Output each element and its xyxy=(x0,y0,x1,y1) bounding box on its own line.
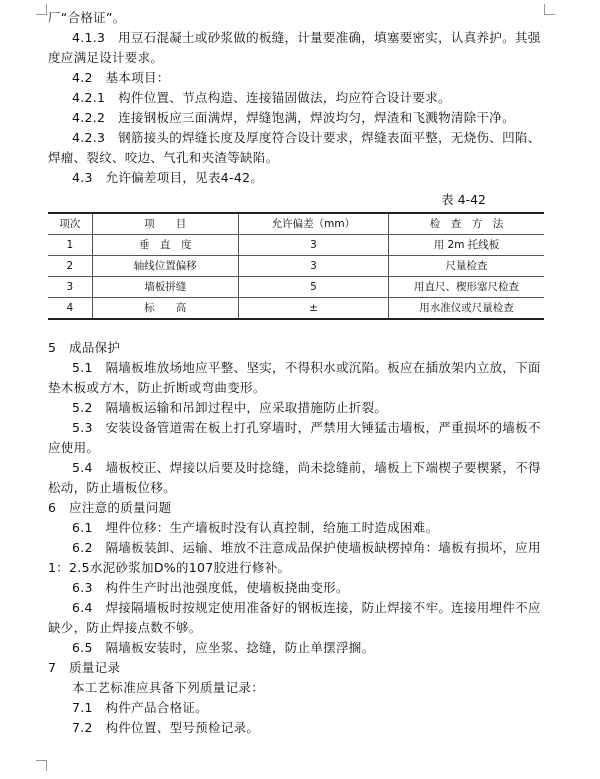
paragraph: 5.4 墙板校正、焊接以后要及时捻缝，尚未捻缝前，墙板上下端楔子要楔紧，不得松动，防止墙板位移。 xyxy=(48,460,541,495)
cell-method: 用 2m 托线板 xyxy=(389,235,545,256)
cell-item-no: 4 xyxy=(48,298,92,320)
paragraph: 4.2 基本项目： xyxy=(72,70,170,85)
cell-item: 垂 直 度 xyxy=(92,235,238,256)
cell-tolerance: ± xyxy=(238,298,388,320)
header-method: 检 查 方 法 xyxy=(389,213,545,235)
header-tolerance: 允许偏差（mm） xyxy=(238,213,388,235)
cell-method: 用直尺、楔形塞尺检查 xyxy=(389,277,545,298)
cell-item: 轴线位置偏移 xyxy=(92,256,238,277)
section-heading: 6 应注意的质量问题 xyxy=(48,500,172,515)
paragraph: 6.5 隔墙板安装时，应坐浆、捻缝，防止单摆浮搁。 xyxy=(72,640,375,655)
cell-item-no: 1 xyxy=(48,235,92,256)
table-row xyxy=(48,235,544,256)
section-heading: 厂“合格证”。 xyxy=(48,10,126,25)
crop-mark-top-right xyxy=(544,4,555,15)
paragraph: 本工艺标准应具备下列质量记录： xyxy=(72,680,265,695)
paragraph: 5.2 隔墙板运输和吊卸过程中，应采取措施防止折裂。 xyxy=(72,400,388,415)
crop-mark-bottom-left xyxy=(36,760,47,771)
cell-item: 标 高 xyxy=(92,298,238,320)
section-4-text xyxy=(48,8,544,188)
paragraph: 4.3 允许偏差项目，见表4-42。 xyxy=(72,170,264,185)
section-heading: 5 成品保护 xyxy=(48,340,121,355)
table-row xyxy=(48,277,544,298)
table-row xyxy=(48,256,544,277)
cell-item-no: 2 xyxy=(48,256,92,277)
paragraph: 4.2.3 钢筋接头的焊缝长度及厚度符合设计要求，焊缝表面平整，无烧伤、凹陷、焊瘤、裂纹、咬边、气孔和夹渣等缺陷。 xyxy=(48,130,541,165)
cell-method: 尺量检查 xyxy=(389,256,545,277)
paragraph: 4.1.3 用豆石混凝土或砂浆做的板缝，计量要准确，填塞要密实，认真养护。其强度应满足设计要求。 xyxy=(48,30,541,65)
paragraph: 6.4 焊接隔墙板时按规定使用准备好的钢板连接，防止焊接不牢。连接用埋件不应缺少，防止焊接点数不够。 xyxy=(48,600,541,635)
crop-mark-top-left xyxy=(36,4,47,15)
cell-tolerance: 5 xyxy=(238,277,388,298)
table-row xyxy=(48,298,544,320)
header-item-no: 项次 xyxy=(48,213,92,235)
sections-5-7-text xyxy=(48,338,544,738)
section-heading: 7 质量记录 xyxy=(48,660,121,675)
tolerance-table xyxy=(48,212,544,320)
paragraph: 5.1 隔墙板堆放场地应平整、坚实，不得积水或沉陷。板应在插放架内立放，下面垫木板或方木，防止折断或弯曲变形。 xyxy=(48,360,541,395)
table-header-row xyxy=(48,213,544,235)
cell-tolerance: 3 xyxy=(238,235,388,256)
cell-method: 用水准仪或尺量检查 xyxy=(389,298,545,320)
paragraph: 6.2 隔墙板装卸、运输、堆放不注意成品保护使墙板缺楞掉角：墙板有损坏，应用1：2.5水泥砂浆加D%的107胶进行修补。 xyxy=(48,540,541,575)
paragraph: 7.2 构件位置、型号预检记录。 xyxy=(72,720,260,735)
paragraph: 4.2.2 连接钢板应三面满焊，焊缝饱满，焊波均匀，焊渣和飞溅物清除干净。 xyxy=(72,110,515,125)
cell-item: 墙板拼缝 xyxy=(92,277,238,298)
header-item: 项 目 xyxy=(92,213,238,235)
paragraph: 6.1 埋件位移：生产墙板时没有认真控制，给施工时造成困难。 xyxy=(72,520,439,535)
paragraph: 5.3 安装设备管道需在板上打孔穿墙时，严禁用大锤猛击墙板，严重损坏的墙板不应使用。 xyxy=(48,420,541,455)
cell-tolerance: 3 xyxy=(238,256,388,277)
paragraph: 6.3 构件生产时出池强度低，使墙板挠曲变形。 xyxy=(72,580,349,595)
paragraph: 4.2.1 构件位置、节点构造、连接锚固做法，均应符合设计要求。 xyxy=(72,90,451,105)
cell-item-no: 3 xyxy=(48,277,92,298)
document-page xyxy=(48,8,544,738)
paragraph: 7.1 构件产品合格证。 xyxy=(72,700,208,715)
table-caption: 表 4-42 xyxy=(441,192,486,207)
